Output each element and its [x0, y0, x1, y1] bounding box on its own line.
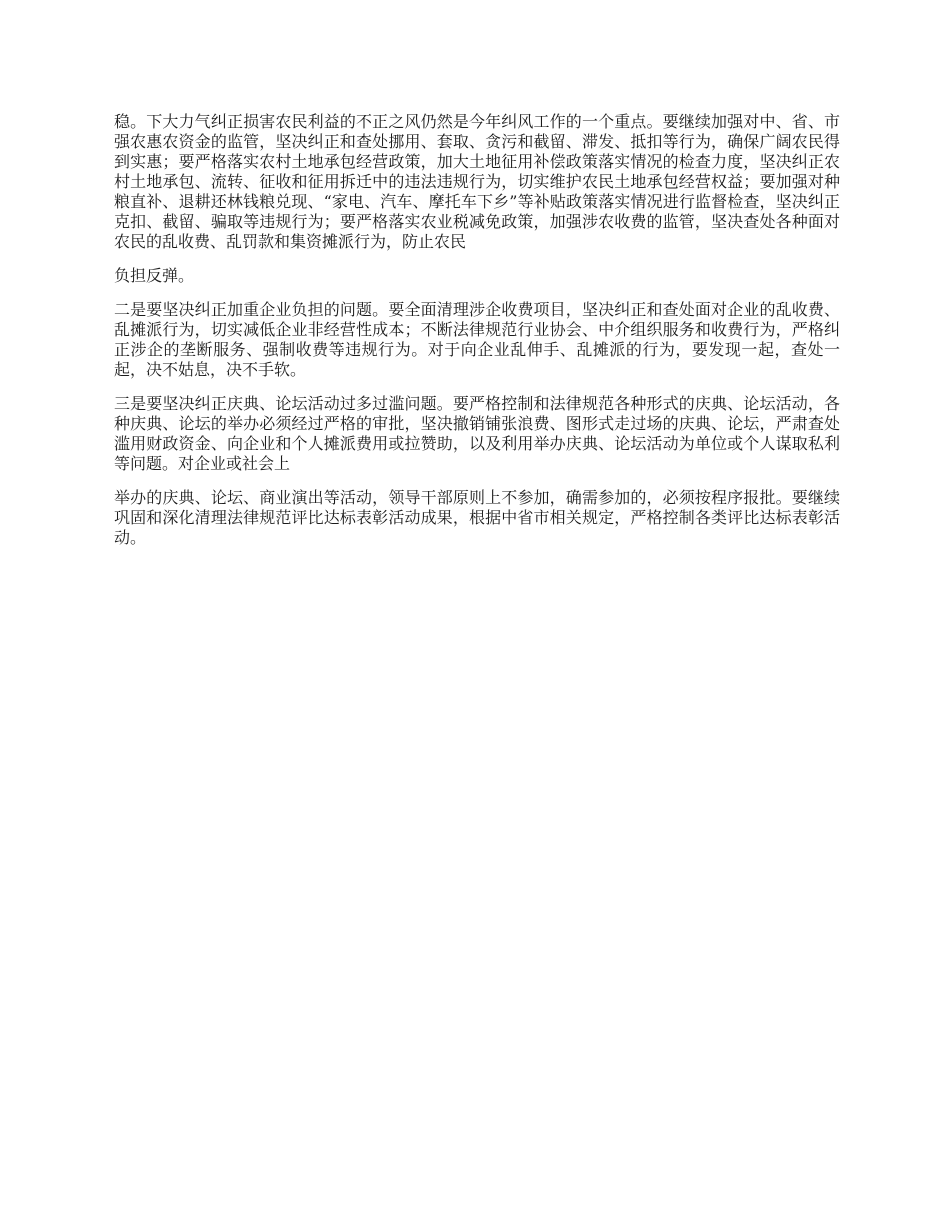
paragraph-enterprise-burden: 二是要坚决纠正加重企业负担的问题。要全面清理涉企收费项目，坚决纠正和查处面对企业的乱收费、乱摊派行为，切实减低企业非经营性成本；不断法律规范行业协会、中介组织服务和收费行为，严格纠正涉企的垄断服务、强制收费等违规行为。对于向企业乱伸手、乱摊派的行为，要发现一起，查处一起，决不姑息，决不手软。: [114, 300, 840, 379]
paragraph-ceremony-forum: 三是要坚决纠正庆典、论坛活动过多过滥问题。要严格控制和法律规范各种形式的庆典、论坛活动，各种庆典、论坛的举办必须经过严格的审批，坚决撤销铺张浪费、图形式走过场的庆典、论坛，严肃查处滥用财政资金、向企业和个人摊派费用或拉赞助，以及利用举办庆典、论坛活动为单位或个人谋取私利等问题。对企业或社会上: [114, 394, 840, 473]
document-page: [114, 112, 840, 562]
paragraph-farmer-interests: 稳。下大力气纠正损害农民利益的不正之风仍然是今年纠风工作的一个重点。要继续加强对中、省、市强农惠农资金的监管，坚决纠正和查处挪用、套取、贪污和截留、滞发、抵扣等行为，确保广阔农民得到实惠；要严格落实农村土地承包经营政策，加大土地征用补偿政策落实情况的检查力度，坚决纠正农村土地承包、流转、征收和征用拆迁中的违法违规行为，切实维护农民土地承包经营权益；要加强对种粮直补、退耕还林钱粮兑现、“家电、汽车、摩托车下乡”等补贴政策落实情况进行监督检查，坚决纠正克扣、截留、骗取等违规行为；要严格落实农业税减免政策，加强涉农收费的监管，坚决查处各种面对农民的乱收费、乱罚款和集资摊派行为，防止农民: [114, 112, 840, 251]
paragraph-burden-rebound: 负担反弹。: [114, 266, 195, 285]
paragraph-commercial-events: 举办的庆典、论坛、商业演出等活动，领导干部原则上不参加，确需参加的，必须按程序报批。要继续巩固和深化清理法律规范评比达标表彰活动成果，根据中省市相关规定，严格控制各类评比达标表彰活动。: [114, 488, 840, 547]
